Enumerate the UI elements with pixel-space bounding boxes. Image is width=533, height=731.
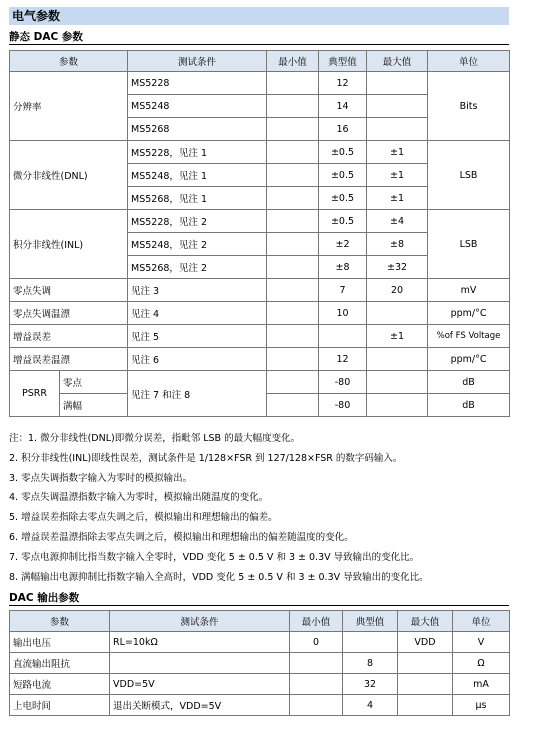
cell-max: ±1 [367,164,428,187]
cell-max [367,394,428,417]
cell-param: 直流输出阻抗 [10,653,110,674]
cell-typ: 14 [319,95,367,118]
cell-max: ±32 [367,256,428,279]
cell-condition: 退出关断模式，VDD=5V [110,695,290,716]
cell-min [290,674,343,695]
note-item: 5. 增益误差指除去零点失调之后，模拟输出和理想输出的偏差。 [9,512,278,524]
note-item: 2. 积分非线性(INL)即线性误差，测试条件是 1/128×FSR 到 127/128×FSR 的数字码输入。 [9,452,403,464]
cell-condition: MS5268，见注 1 [128,187,267,210]
static-dac-heading: 静态 DAC 参数 [9,31,83,43]
cell-typ: ±0.5 [319,164,367,187]
cell-max: ±4 [367,210,428,233]
cell-max [398,653,453,674]
param-dnl: 微分非线性(DNL) [10,141,128,210]
param-zero-drift: 零点失调温漂 [10,302,128,325]
cell-typ: ±8 [319,256,367,279]
cell-min [267,256,319,279]
param-resolution: 分辨率 [10,72,128,141]
header-unit: 单位 [453,611,510,632]
cell-unit: %of FS Voltage [428,325,510,348]
note-item: 3. 零点失调指数字输入为零时的模拟输出。 [9,472,193,484]
cell-unit: V [453,632,510,653]
header-unit: 单位 [428,51,510,72]
cell-min [267,187,319,210]
note-item: 7. 零点电源抑制比指当数字输入全零时，VDD 变化 5 ± 0.5 V 和 3 ± 0.3V 导致输出的变化比。 [9,551,420,563]
cell-min [267,95,319,118]
cell-typ: ±2 [319,233,367,256]
cell-min [267,348,319,371]
header-typ: 典型值 [319,51,367,72]
note-item: 6. 增益误差温漂指除去零点失调之后，模拟输出和理想输出的偏差随温度的变化。 [9,531,354,543]
cell-typ [343,632,398,653]
cell-condition: MS5228，见注 2 [128,210,267,233]
cell-typ: -80 [319,371,367,394]
cell-min [267,371,319,394]
note-item: 4. 零点失调温漂指数字输入为零时，模拟输出随温度的变化。 [9,492,269,504]
cell-unit: μs [453,695,510,716]
cell-min [267,394,319,417]
header-typ: 典型值 [343,611,398,632]
table-header-row [10,611,510,632]
cell-max [367,95,428,118]
cell-max [367,72,428,95]
cell-condition: 见注 7 和注 8 [128,371,267,417]
cell-max: 20 [367,279,428,302]
header-param: 参数 [10,51,128,72]
table-row [10,325,510,348]
cell-unit: Ω [453,653,510,674]
output-heading-rule [9,605,509,606]
cell-max [398,695,453,716]
output-dac-heading: DAC 输出参数 [9,592,80,604]
table-row [10,141,510,164]
cell-unit: LSB [428,210,510,279]
cell-condition: 见注 6 [128,348,267,371]
cell-min [267,279,319,302]
cell-min [267,302,319,325]
cell-condition: MS5248，见注 2 [128,233,267,256]
table-row [10,674,510,695]
cell-unit: mA [453,674,510,695]
table-row [10,632,510,653]
table-row [10,348,510,371]
param-gain-drift: 增益误差温漂 [10,348,128,371]
cell-condition: MS5248，见注 1 [128,164,267,187]
param-zero-offset: 零点失调 [10,279,128,302]
cell-unit: dB [428,394,510,417]
cell-condition: MS5228 [128,72,267,95]
cell-min [267,141,319,164]
cell-param: 短路电流 [10,674,110,695]
cell-unit: mV [428,279,510,302]
section-title-electrical: 电气参数 [9,7,509,25]
table-row [10,279,510,302]
table-row [10,210,510,233]
table-row [10,72,510,95]
cell-typ: ±0.5 [319,210,367,233]
cell-min [290,653,343,674]
table-row [10,695,510,716]
cell-max [398,674,453,695]
cell-unit: ppm/°C [428,348,510,371]
cell-min [267,210,319,233]
cell-max [367,302,428,325]
cell-max: ±1 [367,141,428,164]
cell-condition: 见注 5 [128,325,267,348]
param-inl: 积分非线性(INL) [10,210,128,279]
cell-typ: -80 [319,394,367,417]
cell-condition: VDD=5V [110,674,290,695]
cell-max: VDD [398,632,453,653]
header-param: 参数 [10,611,110,632]
header-max: 最大值 [398,611,453,632]
cell-typ: 32 [343,674,398,695]
cell-max: ±8 [367,233,428,256]
table-row [10,653,510,674]
cell-typ: 8 [343,653,398,674]
header-max: 最大值 [367,51,428,72]
cell-condition: 见注 3 [128,279,267,302]
cell-subparam: 满幅 [60,394,128,417]
cell-min: 0 [290,632,343,653]
cell-condition: MS5228，见注 1 [128,141,267,164]
cell-typ: 7 [319,279,367,302]
cell-typ: ±0.5 [319,187,367,210]
table-row [10,371,510,394]
cell-max: ±1 [367,325,428,348]
cell-min [267,164,319,187]
table-header-row [10,51,510,72]
cell-typ [319,325,367,348]
cell-typ: 10 [319,302,367,325]
header-min: 最小值 [290,611,343,632]
cell-typ: 16 [319,118,367,141]
cell-typ: 4 [343,695,398,716]
note-item: 8. 满幅输出电源抑制比指数字输入全高时，VDD 变化 5 ± 0.5 V 和 3 ± 0.3V 导致输出的变化比。 [9,571,429,583]
cell-min [267,118,319,141]
cell-unit: LSB [428,141,510,210]
cell-typ: 12 [319,72,367,95]
note-item: 注：1. 微分非线性(DNL)即微分误差，指毗邻 LSB 的最大幅度变化。 [9,433,301,444]
static-heading-rule [9,44,509,45]
table-row [10,302,510,325]
header-min: 最小值 [267,51,319,72]
cell-condition: 见注 4 [128,302,267,325]
cell-max: ±1 [367,187,428,210]
cell-unit: ppm/°C [428,302,510,325]
cell-typ: 12 [319,348,367,371]
cell-condition [110,653,290,674]
cell-typ: ±0.5 [319,141,367,164]
cell-min [267,72,319,95]
static-dac-table [9,50,510,417]
cell-max [367,118,428,141]
cell-param: 上电时间 [10,695,110,716]
header-condition: 测试条件 [110,611,290,632]
cell-min [267,233,319,256]
cell-param: 输出电压 [10,632,110,653]
notes-list [9,429,524,587]
output-dac-table [9,610,510,716]
param-gain-error: 增益误差 [10,325,128,348]
cell-condition: MS5248 [128,95,267,118]
cell-condition: MS5268 [128,118,267,141]
cell-unit: Bits [428,72,510,141]
header-condition: 测试条件 [128,51,267,72]
cell-condition: RL=10kΩ [110,632,290,653]
param-psrr: PSRR [10,371,60,417]
cell-condition: MS5268，见注 2 [128,256,267,279]
cell-min [290,695,343,716]
cell-subparam: 零点 [60,371,128,394]
cell-max [367,371,428,394]
cell-unit: dB [428,371,510,394]
cell-min [267,325,319,348]
cell-max [367,348,428,371]
